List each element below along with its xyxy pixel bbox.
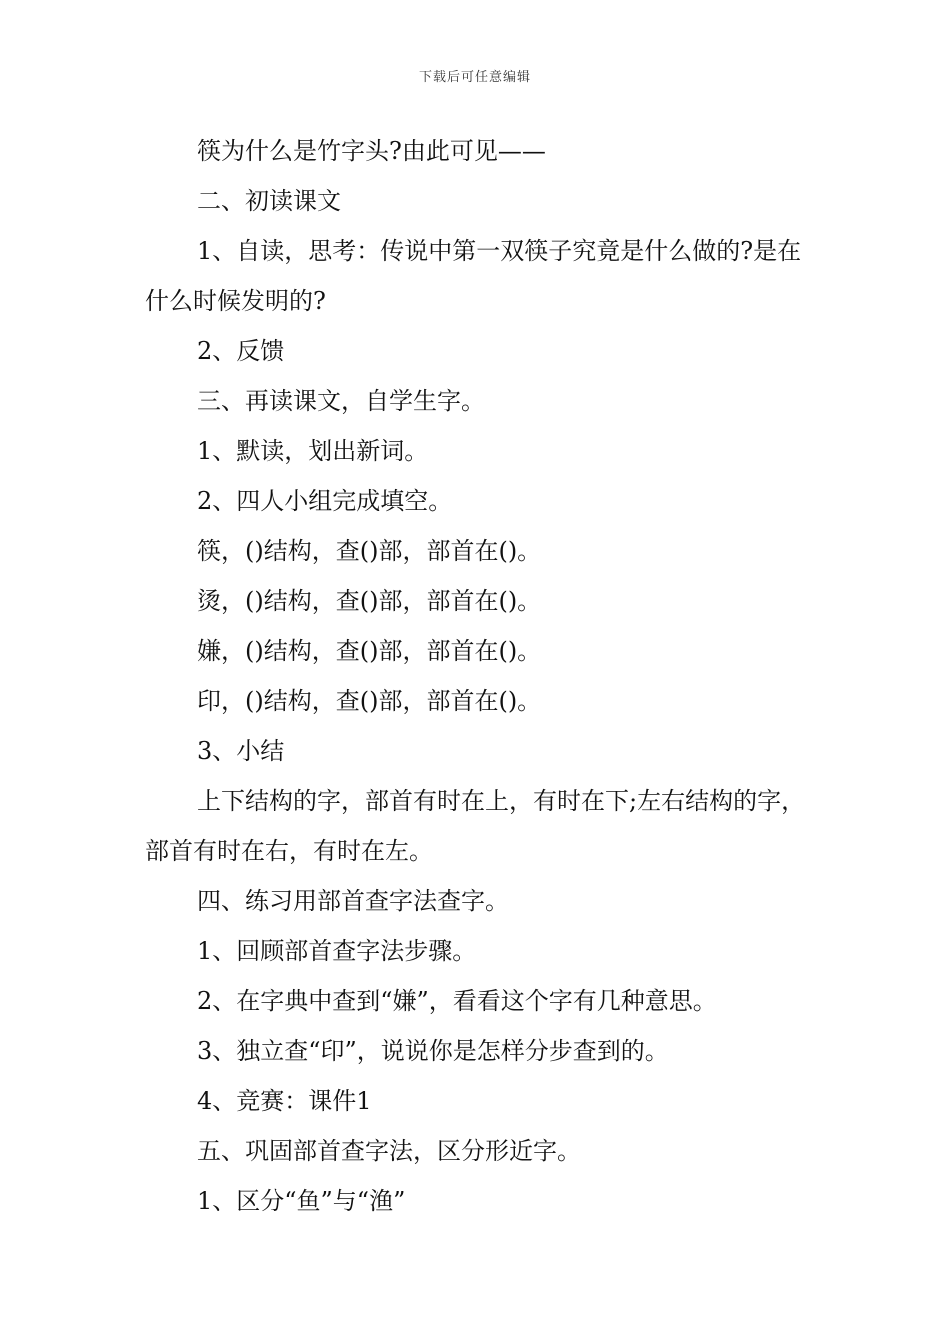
paragraph: 4、竞赛：课件1 (197, 1087, 372, 1115)
section-heading: 五、巩固部首查字法，区分形近字。 (197, 1137, 581, 1165)
document-body (145, 126, 813, 1226)
paragraph: 上下结构的字，部首有时在上，有时在下;左右结构的字，部首有时在右，有时在左。 (145, 787, 806, 865)
paragraph: 2、反馈 (197, 337, 285, 365)
paragraph: 1、自读，思考：传说中第一双筷子究竟是什么做的?是在什么时候发明的? (145, 237, 802, 315)
paragraph: 3、独立查“印”，说说你是怎样分步查到的。 (197, 1037, 669, 1065)
paragraph: 1、默读，划出新词。 (197, 437, 429, 465)
fill-blank-line: 嫌，()结构，查()部，部首在()。 (197, 637, 542, 665)
fill-blank-line: 烫，()结构，查()部，部首在()。 (197, 587, 542, 615)
section-heading: 二、初读课文 (197, 187, 341, 215)
paragraph: 1、回顾部首查字法步骤。 (197, 937, 477, 965)
page-header: 下载后可任意编辑 (418, 70, 531, 85)
paragraph: 1、区分“鱼”与“渔” (197, 1187, 406, 1215)
paragraph: 2、在字典中查到“嫌”，看看这个字有几种意思。 (197, 987, 717, 1015)
section-heading: 四、练习用部首查字法查字。 (197, 887, 509, 915)
paragraph: 3、小结 (197, 737, 285, 765)
paragraph: 2、四人小组完成填空。 (197, 487, 453, 515)
fill-blank-line: 筷，()结构，查()部，部首在()。 (197, 537, 542, 565)
fill-blank-line: 印，()结构，查()部，部首在()。 (197, 687, 542, 715)
section-heading: 三、再读课文，自学生字。 (197, 387, 485, 415)
paragraph: 筷为什么是竹字头?由此可见—— (197, 137, 546, 165)
